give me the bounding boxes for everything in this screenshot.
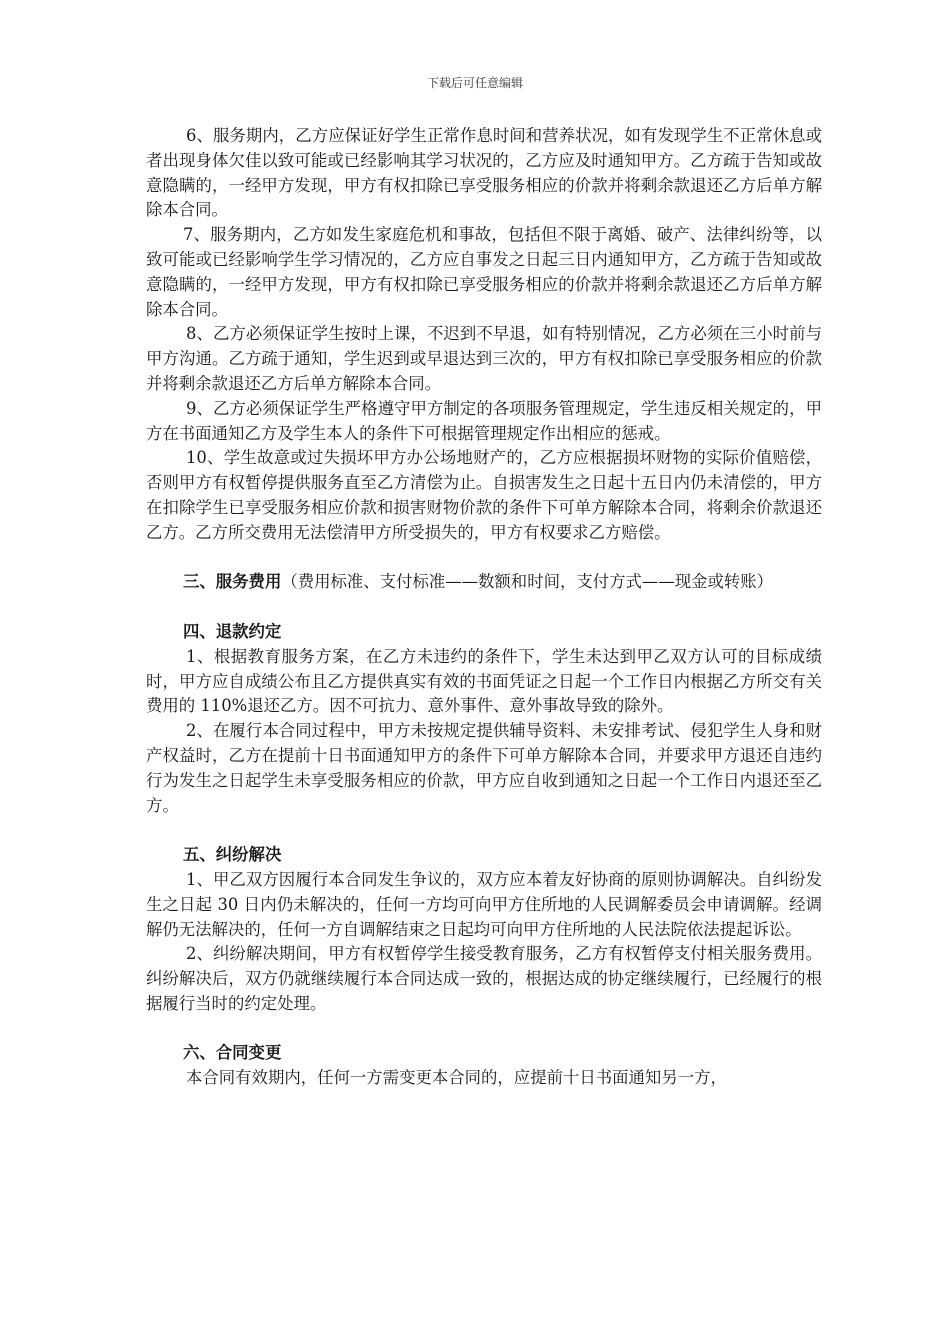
clause-7: 7、服务期内，乙方如发生家庭危机和事故，包括但不限于离婚、破产、法律纠纷等，以致可能或已经影响学生学习情况的，乙方应自事发之日起三日内通知甲方，乙方疏于告知或故意隐瞒的，一经甲方发现，甲方有权扣除已享受服务相应的价款并将剩余款退还乙方后单方解除本合同。: [146, 225, 822, 319]
section-3-heading: 三、服务费用: [183, 572, 282, 592]
spacer: [146, 595, 822, 620]
section-6-heading: 六、合同变更: [183, 1043, 282, 1063]
spacer: [146, 818, 822, 843]
refund-clause-1: 1、根据教育服务方案，在乙方未违约的条件下，学生未达到甲乙双方认可的目标成绩时，甲方应自成绩公布且乙方提供真实有效的书面凭证之日起一个工作日内根据乙方所交有关费用的 110%退还乙方。因不可抗力、意外事件、意外事故导致的除外。: [146, 646, 822, 716]
clause-6: 6、服务期内，乙方应保证好学生正常作息时间和营养状况，如有发现学生不正常休息或者出现身体欠佳以致可能或已经影响其学习状况的，乙方应及时通知甲方。乙方疏于告知或故意隐瞒的，一经甲方发现，甲方有权扣除已享受服务相应的价款并将剩余款退还乙方后单方解除本合同。: [146, 126, 822, 220]
spacer: [146, 546, 822, 571]
dispute-clause-1: 1、甲乙双方因履行本合同发生争议的，双方应本着友好协商的原则协调解决。自纠纷发生之日起 30 日内仍未解决的，任何一方均可向甲方住所地的人民调解委员会申请调解。经调解仍无法解决的，任何一方自调解结束之日起均可向甲方住所地的人民法院依法提起诉讼。: [146, 869, 822, 939]
clause-9: 9、乙方必须保证学生严格遵守甲方制定的各项服务管理规定，学生违反相关规定的，甲方在书面通知乙方及学生本人的条件下可根据管理规定作出相应的惩戒。: [146, 398, 822, 443]
clause-8: 8、乙方必须保证学生按时上课，不迟到不早退，如有特别情况，乙方必须在三小时前与甲方沟通。乙方疏于通知，学生迟到或早退达到三次的，甲方有权扣除已享受服务相应的价款并将剩余款退还乙方后单方解除本合同。: [146, 324, 822, 393]
section-5-heading: 五、纠纷解决: [183, 845, 282, 865]
document-body: [146, 124, 822, 1091]
dispute-clause-2: 2、纠纷解决期间，甲方有权暂停学生接受教育服务，乙方有权暂停支付相关服务费用。纠纷解决后，双方仍就继续履行本合同达成一致的，根据达成的协定继续履行，已经履行的根据履行当时的约定处理。: [146, 944, 822, 1013]
change-clause-1: 本合同有效期内，任何一方需变更本合同的，应提前十日书面通知另一方，: [186, 1068, 727, 1088]
clause-10: 10、学生故意或过失损坏甲方办公场地财产的，乙方应根据损坏财物的实际价值赔偿，否则甲方有权暂停提供服务直至乙方清偿为止。自损害发生之日起十五日内仍未清偿的，甲方在扣除学生已享受服务相应价款和损害财物价款的条件下可单方解除本合同，将剩余价款退还乙方。乙方所交费用无法偿清甲方所受损失的，甲方有权要求乙方赔偿。: [146, 448, 822, 542]
page-header: 下载后可任意编辑: [426, 76, 523, 90]
section-3-fees: [146, 570, 822, 595]
spacer: [146, 1017, 822, 1042]
section-4-heading: 四、退款约定: [183, 621, 282, 641]
section-3-note: （费用标准、支付标准——数额和时间，支付方式——现金或转账）: [281, 572, 774, 592]
refund-clause-2: 2、在履行本合同过程中，甲方未按规定提供辅导资料、未安排考试、侵犯学生人身和财产权益时，乙方在提前十日书面通知甲方的条件下可单方解除本合同，并要求甲方退还自违约行为发生之日起学生未享受服务相应的价款，甲方应自收到通知之日起一个工作日内退还至乙方。: [146, 721, 822, 815]
